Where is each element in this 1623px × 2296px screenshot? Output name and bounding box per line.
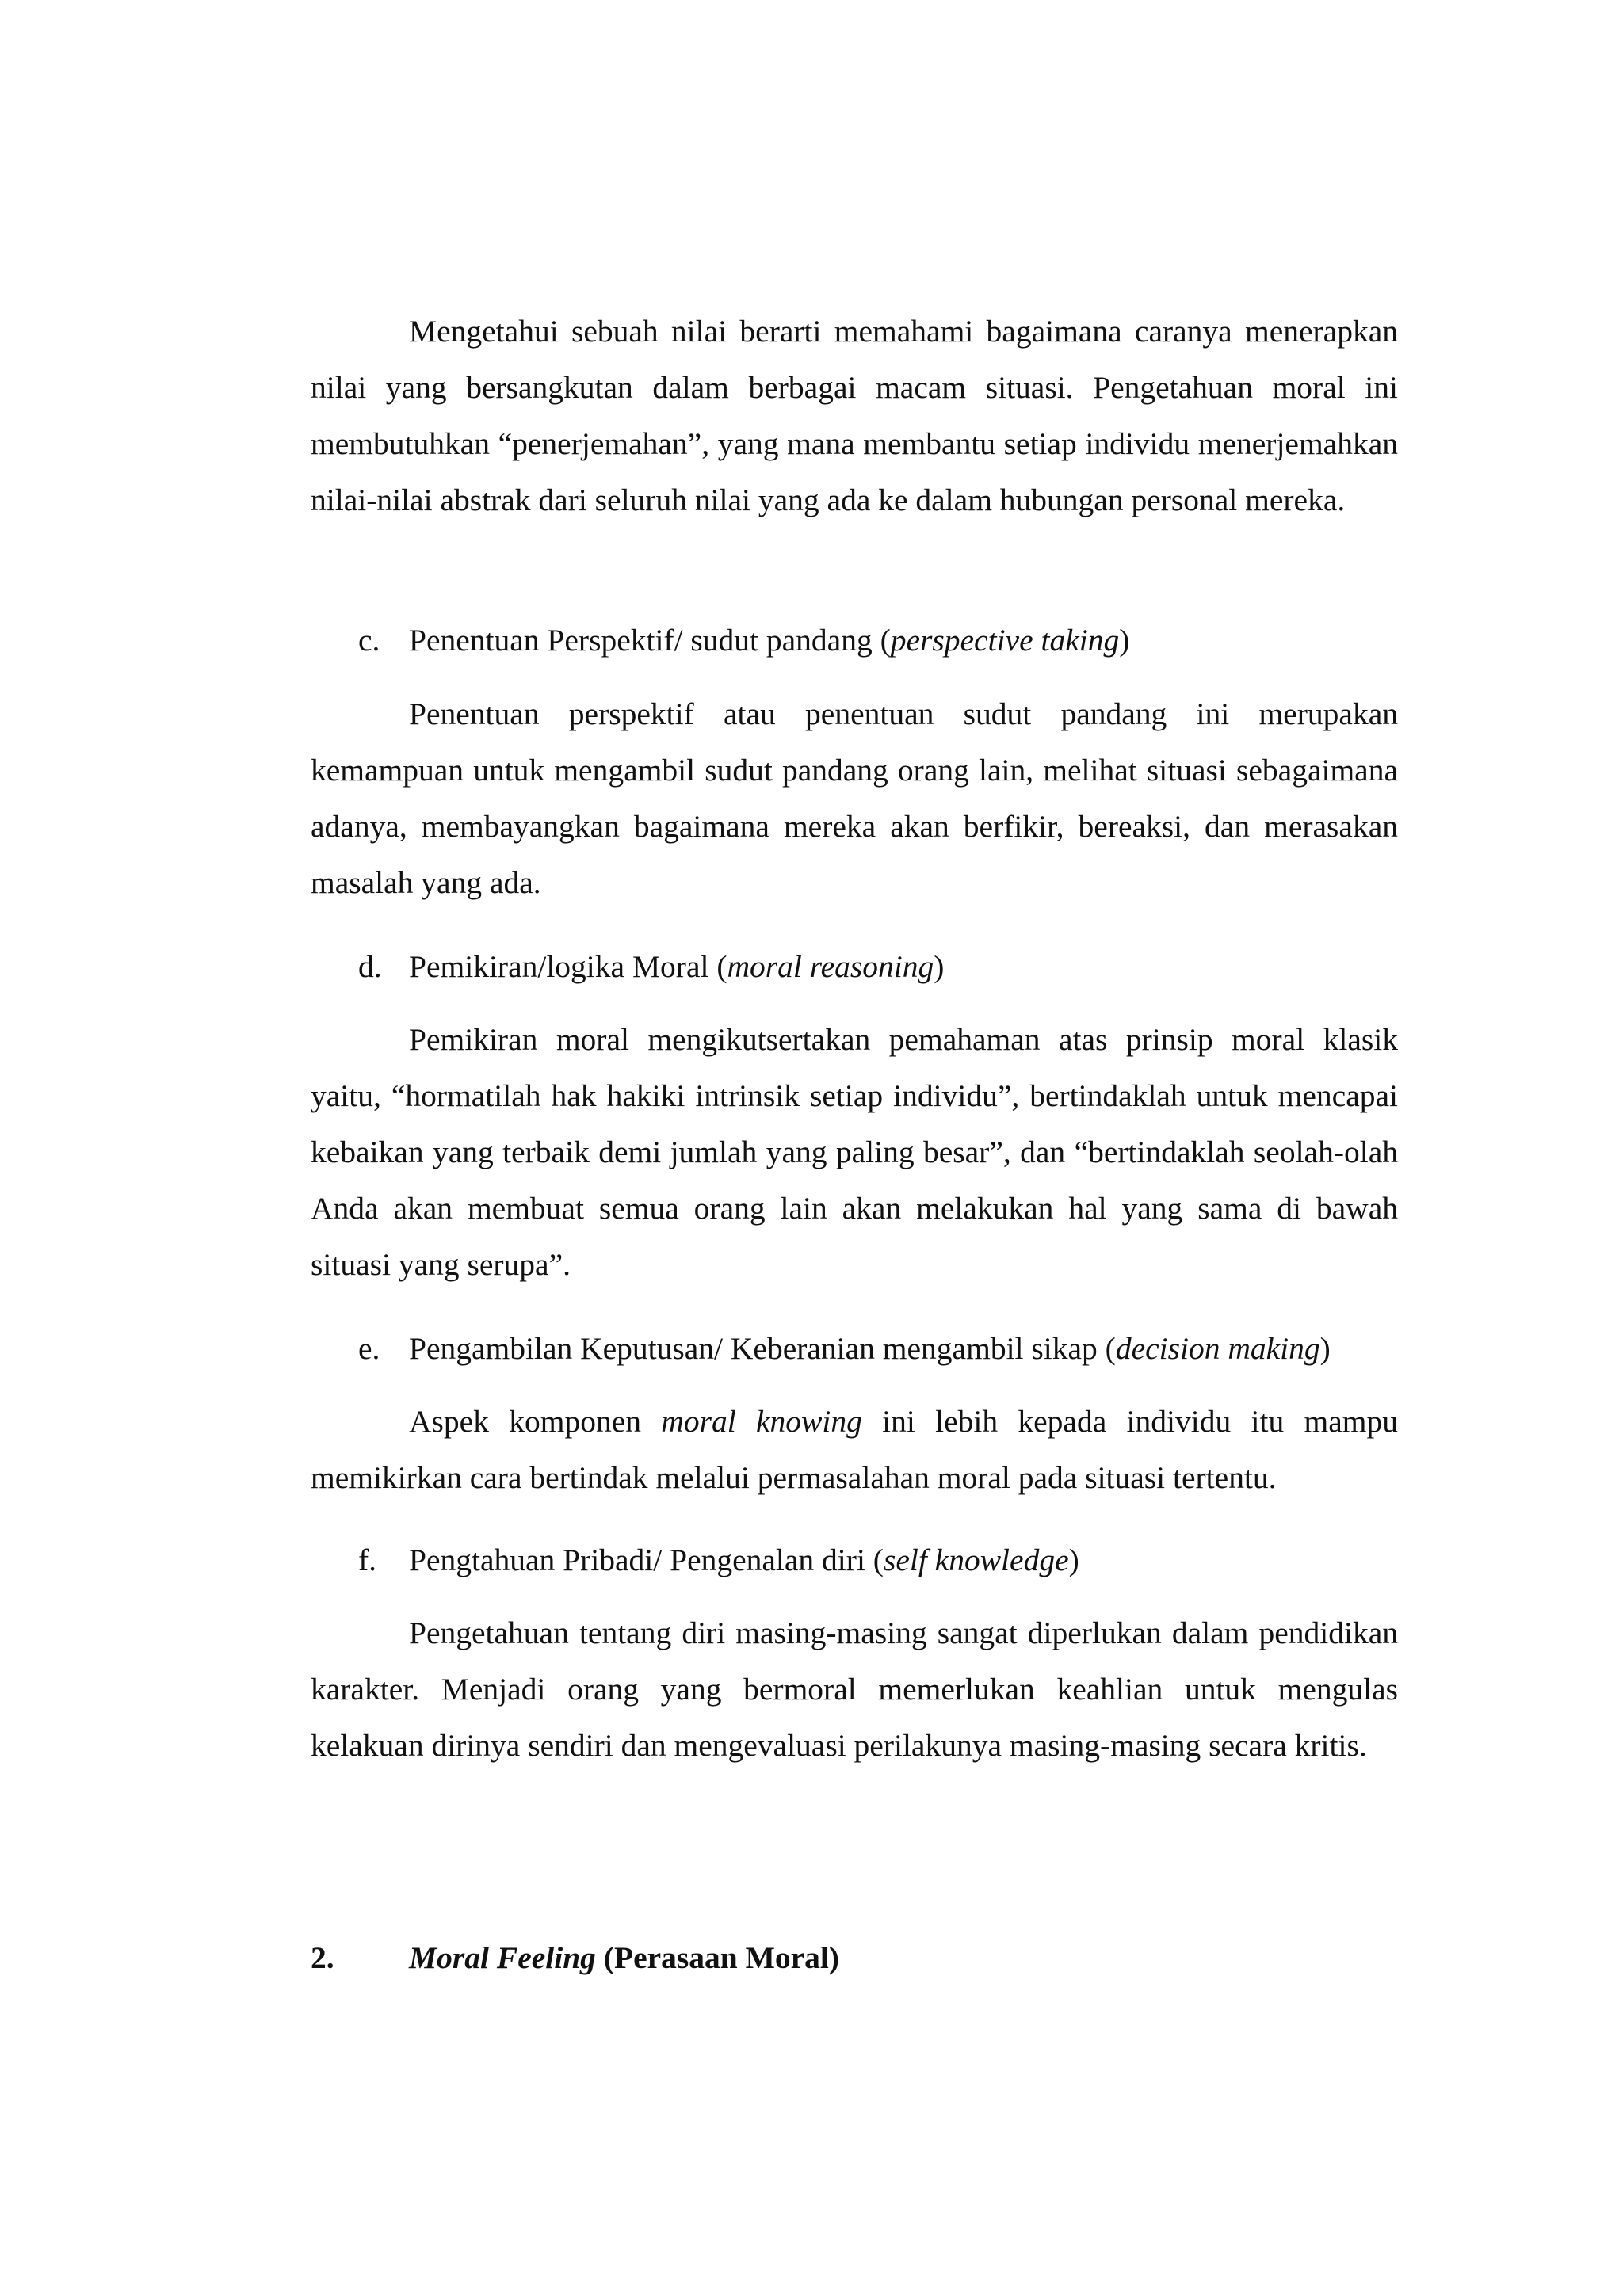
subheading-e-text: Pengambilan Keputusan/ Keberanian mengambil sikap ( — [409, 1331, 1116, 1366]
subheading-d-italic: moral reasoning — [727, 949, 934, 984]
subheading-decision-making — [311, 1321, 1398, 1377]
paragraph-knowing-value: Mengetahui sebuah nilai berarti memahami bagaimana caranya menerapkan nilai yang bersangkutan dalam berbagai macam situasi. Pengetahuan moral ini membutuhkan “penerjemahan”, yang mana membantu setiap individu menerjemahkan nilai-nilai abstrak dari seluruh nilai yang ada ke dalam hubungan personal mereka. — [311, 314, 1398, 517]
subheading-f-italic: self knowledge — [883, 1543, 1069, 1577]
subheading-f-text: Pengtahuan Pribadi/ Pengenalan diri ( — [409, 1543, 884, 1577]
paragraph-4-part-b: ini lebih kepada individu itu mampu memikirkan cara bertindak melalui permasalahan moral pada situasi tertentu. — [311, 1404, 1398, 1495]
list-marker-f: f. — [358, 1543, 377, 1577]
paragraph-self-knowledge: Pengetahuan tentang diri masing-masing sangat diperlukan dalam pendidikan karakter. Menjadi orang yang bermoral memerlukan keahlian untuk mengulas kelakuan dirinya sendiri dan mengevaluasi perilakunya masing-masing secara kritis. — [311, 1615, 1398, 1763]
list-marker-d: d. — [358, 949, 382, 984]
list-marker-e: e. — [358, 1331, 380, 1366]
subheading-f-close: ) — [1068, 1543, 1079, 1577]
section-title-rest: (Perasaan Moral) — [595, 1940, 840, 1975]
subheading-d-text: Pemikiran/logika Moral ( — [409, 949, 727, 984]
paragraph-moral-reasoning: Pemikiran moral mengikutsertakan pemahaman atas prinsip moral klasik yaitu, “hormatilah hak hakiki intrinsik setiap individu”, bertindaklah untuk mencapai kebaikan yang terbaik demi jumlah yang paling besar”, dan “bertindaklah seolah-olah Anda akan membuat semua orang lain akan melakukan hal yang sama di bawah situasi yang serupa”. — [311, 1022, 1398, 1282]
paragraph-moral-knowing — [311, 1394, 1398, 1506]
subheading-perspective-taking — [311, 612, 1398, 669]
section-heading-moral-feeling — [311, 1930, 1398, 1986]
subheading-c-text: Penentuan Perspektif/ sudut pandang ( — [409, 623, 891, 658]
subheading-moral-reasoning — [311, 939, 1398, 995]
list-marker-c: c. — [358, 623, 380, 658]
subheading-c-italic: perspective taking — [890, 623, 1120, 658]
section-title-italic: Moral Feeling — [409, 1940, 596, 1975]
paragraph-4-part-a: Aspek komponen — [409, 1404, 662, 1439]
paragraph-4-italic: moral knowing — [661, 1404, 862, 1439]
subheading-self-knowledge — [311, 1532, 1398, 1589]
subheading-e-italic: decision making — [1115, 1331, 1320, 1366]
subheading-c-close: ) — [1119, 623, 1130, 658]
subheading-e-close: ) — [1319, 1331, 1331, 1366]
paragraph-perspective: Penentuan perspektif atau penentuan sudut pandang ini merupakan kemampuan untuk mengambil sudut pandang orang lain, melihat situasi sebagaimana adanya, membayangkan bagaimana mereka akan berfikir, bereaksi, dan merasakan masalah yang ada. — [311, 696, 1398, 900]
subheading-d-close: ) — [934, 949, 945, 984]
section-number: 2. — [311, 1940, 334, 1975]
